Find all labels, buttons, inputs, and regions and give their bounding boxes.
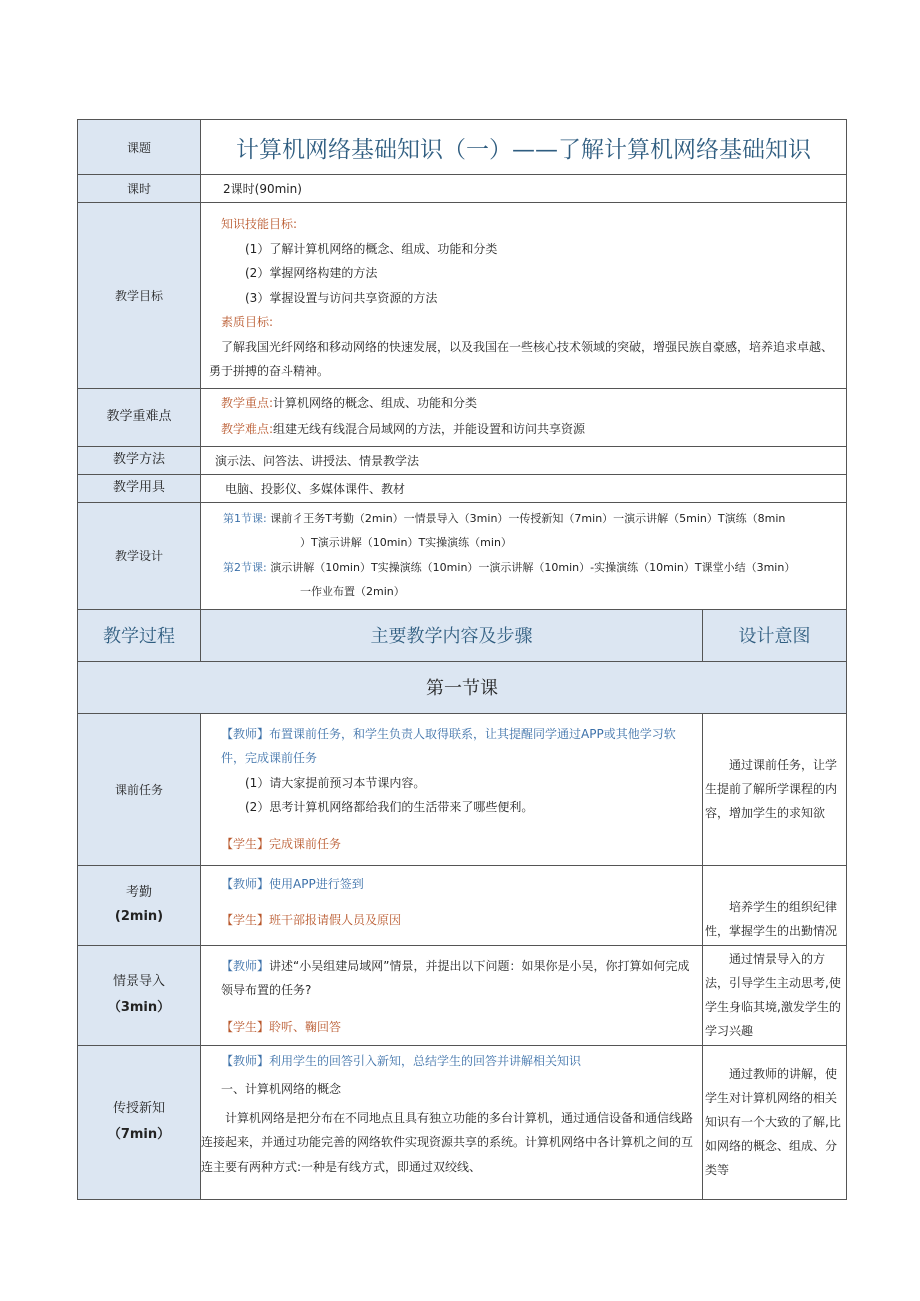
student-tag: 【学生】 [221, 836, 270, 851]
step-row [78, 1045, 847, 1199]
step-row [78, 865, 847, 945]
step-label-time: （3min） [107, 1000, 171, 1015]
step-content [201, 945, 703, 1045]
section-row [78, 661, 847, 713]
design-row [78, 502, 847, 609]
step-label-text: 传授新知 [112, 1101, 165, 1116]
lesson2-line1: 演示讲解（10min）T实操演练（10min）一演示讲解（10min）-实操演练（10min）T课堂小结（3min） [270, 560, 796, 574]
lesson-plan-table [77, 119, 847, 1200]
key-points-label: 教学重难点 [78, 388, 201, 446]
hours-value: 2课时(90min) [201, 175, 847, 203]
key-text: 计算机网络的概念、组成、功能和分类 [273, 395, 478, 410]
objectives-label: 教学目标 [78, 203, 201, 389]
teacher-tag: 【教师】 [221, 958, 270, 973]
tools-label: 教学用具 [78, 474, 201, 502]
key-label: 教学重点: [221, 395, 274, 410]
objective-item: (1）了解计算机网络的概念、组成、功能和分类 [245, 241, 498, 256]
step-label-text: 课前任务 [114, 782, 163, 797]
methods-label: 教学方法 [78, 446, 201, 474]
step-label-time: (2min) [114, 909, 164, 924]
student-text: 聆听、鞠回答 [269, 1019, 342, 1034]
student-text: 班干部报请假人员及原因 [269, 913, 402, 927]
student-tag: 【学生】 [221, 1019, 270, 1034]
objectives-row [78, 203, 847, 389]
teacher-tag: 【教师】 [221, 726, 270, 741]
process-col-header: 教学过程 [78, 609, 201, 661]
step-label-text: 考勤 [125, 885, 152, 900]
step-label [78, 945, 201, 1045]
objective-item: (3）掌握设置与访问共享资源的方法 [245, 290, 438, 305]
teacher-tag: 【教师】 [221, 1053, 270, 1068]
tools-value: 电脑、投影仪、多媒体课件、教材 [201, 474, 847, 502]
step-label [78, 1045, 201, 1199]
step-label-time: （7min） [107, 1127, 171, 1142]
methods-row [78, 446, 847, 474]
step-intent [703, 865, 847, 945]
lesson2-line2: 一作业布置（2min） [300, 585, 405, 598]
section-title: 第一节课 [78, 661, 847, 713]
intent-text: 培养学生的组织纪律性，掌握学生的出勤情况 [705, 899, 838, 938]
step-label [78, 865, 201, 945]
step-paragraph: 计算机网络是把分布在不同地点且具有独立功能的多台计算机，通过通信设备和通信线路连接起来，并通过功能完善的网络软件实现资源共享的系统。计算机网络中各计算机之间的互连主要有两种方式:一种是有线方式，即通过双绞线、 [201, 1110, 694, 1174]
student-text: 完成课前任务 [269, 836, 342, 851]
methods-value: 演示法、问答法、讲授法、情景教学法 [201, 446, 847, 474]
step-content [201, 865, 703, 945]
intent-text: 通过情景导入的方法，引导学生主动思考,使学生身临其境,激发学生的学习兴趣 [705, 952, 841, 1038]
step-line: 一、计算机网络的概念 [221, 1082, 342, 1096]
teacher-text: 布置课前任务，和学生负责人取得联系，让其提醒同学通过APP或其他学习软件，完成课前任务 [221, 726, 676, 765]
student-tag: 【学生】 [221, 913, 270, 927]
content-col-header: 主要教学内容及步骤 [201, 609, 703, 661]
hours-label: 课时 [78, 175, 201, 203]
design-label: 教学设计 [78, 502, 201, 609]
lesson1-label: 第1节课: [223, 511, 267, 525]
topic-row [78, 120, 847, 175]
teacher-tag: 【教师】 [221, 876, 270, 891]
lesson1-line2: ）T演示讲解（10min）T实操演练（min） [300, 536, 512, 549]
intent-text: 通过课前任务，让学生提前了解所学课程的内容，增加学生的求知欲 [705, 758, 838, 820]
process-header-row [78, 609, 847, 661]
step-row [78, 713, 847, 865]
topic-title: 计算机网络基础知识（一）——了解计算机网络基础知识 [201, 120, 847, 175]
teacher-text: 讲述“小吴组建局域网”情景，并提出以下问题：如果你是小吴，你打算如何完成领导布置的任务? [221, 958, 690, 997]
step-intent [703, 713, 847, 865]
objective-item: (2）掌握网络构建的方法 [245, 266, 378, 280]
intent-text: 通过教师的讲解，使学生对计算机网络的相关知识有一个大致的了解,比如网络的概念、组成、分类等 [705, 1067, 841, 1177]
hours-row [78, 175, 847, 203]
topic-label: 课题 [78, 120, 201, 175]
objectives-content [201, 203, 847, 389]
quality-text: 了解我国光纤网络和移动网络的快速发展，以及我国在一些核心技术领域的突破，增强民族自豪感，培养追求卓越、勇于拼搏的奋斗精神。 [209, 339, 834, 378]
teacher-text: 利用学生的回答引入新知，总结学生的回答并讲解相关知识 [269, 1053, 582, 1068]
step-row [78, 945, 847, 1045]
step-intent [703, 1045, 847, 1199]
step-label-text: 情景导入 [112, 974, 165, 989]
step-line: (1）请大家提前预习本节课内容。 [245, 775, 426, 790]
intent-col-header: 设计意图 [703, 609, 847, 661]
step-intent [703, 945, 847, 1045]
difficult-label: 教学难点: [221, 421, 274, 436]
design-content [201, 502, 847, 609]
teacher-text: 使用APP进行签到 [269, 876, 364, 891]
lesson2-label: 第2节课: [223, 560, 267, 574]
step-content [201, 713, 703, 865]
step-label [78, 713, 201, 865]
knowledge-heading: 知识技能目标: [221, 217, 298, 231]
step-line: (2）思考计算机网络都给我们的生活带来了哪些便利。 [245, 800, 534, 814]
tools-row [78, 474, 847, 502]
lesson1-line1: 课前彳王务T考勤（2min）一情景导入（3min）一传授新知（7min）一演示讲解（5min）T演练（8min [270, 511, 786, 525]
quality-heading: 素质目标: [221, 315, 274, 329]
difficult-text: 组建无线有线混合局域网的方法，并能设置和访问共享资源 [273, 421, 586, 436]
step-content [201, 1045, 703, 1199]
key-points-row [78, 388, 847, 446]
key-points-content [201, 388, 847, 446]
